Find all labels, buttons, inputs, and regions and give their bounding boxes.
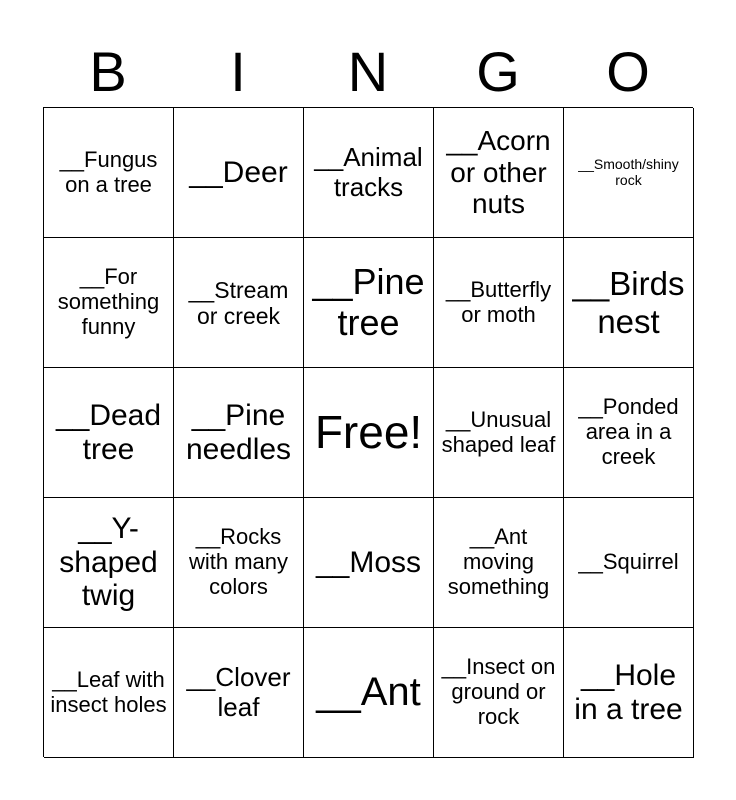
- header-letter-g: G: [476, 40, 520, 103]
- bingo-board: [43, 107, 693, 757]
- bingo-cell[interactable]: __Stream or creek: [174, 238, 304, 368]
- bingo-cell[interactable]: __Acorn or other nuts: [434, 108, 564, 238]
- bingo-cell[interactable]: __Fungus on a tree: [44, 108, 174, 238]
- bingo-header: [43, 40, 693, 104]
- bingo-cell[interactable]: __Pine needles: [174, 368, 304, 498]
- bingo-cell[interactable]: __For something funny: [44, 238, 174, 368]
- bingo-cell[interactable]: __Pine tree: [304, 238, 434, 368]
- bingo-cell[interactable]: __Dead tree: [44, 368, 174, 498]
- header-letter-i: I: [230, 40, 246, 103]
- bingo-cell[interactable]: __Butterfly or moth: [434, 238, 564, 368]
- bingo-cell[interactable]: __Ant: [304, 628, 434, 758]
- bingo-cell[interactable]: __Unusual shaped leaf: [434, 368, 564, 498]
- bingo-cell[interactable]: __Leaf with insect holes: [44, 628, 174, 758]
- bingo-cell[interactable]: __Squirrel: [564, 498, 694, 628]
- bingo-cell[interactable]: __Hole in a tree: [564, 628, 694, 758]
- bingo-cell[interactable]: __Y-shaped twig: [44, 498, 174, 628]
- bingo-cell[interactable]: __Ponded area in a creek: [564, 368, 694, 498]
- bingo-cell[interactable]: __Animal tracks: [304, 108, 434, 238]
- header-letter-b: B: [89, 40, 127, 103]
- bingo-cell[interactable]: __Ant moving something: [434, 498, 564, 628]
- bingo-cell[interactable]: __Moss: [304, 498, 434, 628]
- header-letter-n: N: [347, 40, 389, 103]
- bingo-cell[interactable]: __Rocks with many colors: [174, 498, 304, 628]
- header-letter-o: O: [606, 40, 650, 103]
- bingo-cell[interactable]: __Smooth/shiny rock: [564, 108, 694, 238]
- bingo-cell[interactable]: __Insect on ground or rock: [434, 628, 564, 758]
- bingo-cell[interactable]: __Deer: [174, 108, 304, 238]
- bingo-cell[interactable]: __Clover leaf: [174, 628, 304, 758]
- free-space-cell[interactable]: Free!: [304, 368, 434, 498]
- bingo-cell[interactable]: __Birds nest: [564, 238, 694, 368]
